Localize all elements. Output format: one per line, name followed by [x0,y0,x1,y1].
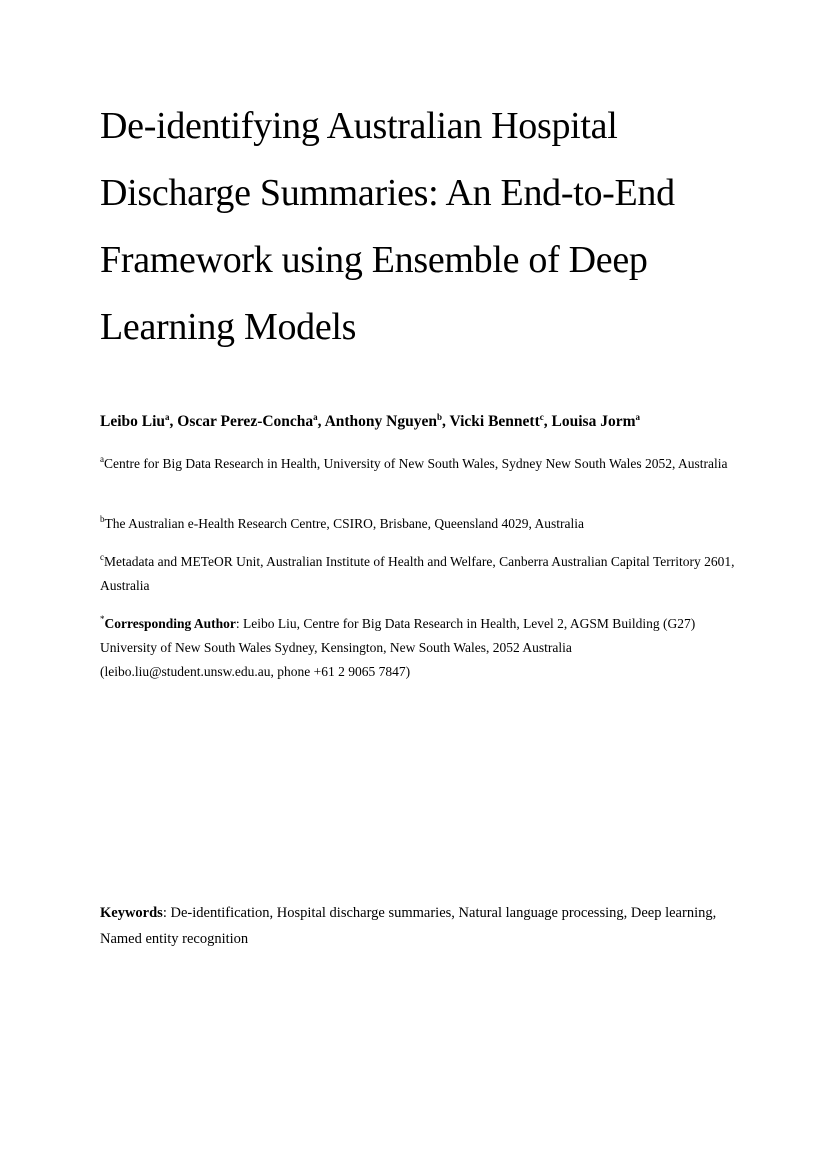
title-line: Discharge Summaries: An End-to-End [100,172,675,214]
affiliation-mark: c [100,552,104,562]
author-separator: , [442,413,450,430]
keywords [100,900,720,952]
affiliation-c [100,550,740,598]
author-name: Leibo Liu [100,413,166,430]
affiliation-b [100,512,740,536]
affiliation-text: The Australian e-Health Research Centre, CSIRO, Brisbane, Queensland 4029, Australia [104,516,585,531]
affiliation-mark: a [100,454,104,464]
author-name: Anthony Nguyen [324,413,437,430]
author-affiliation-mark: b [436,412,442,422]
keywords-label: Keywords [100,905,163,921]
keywords-text: : De-identification, Hospital discharge summaries, Natural language processing, Deep learning, Named entity recognition [100,905,717,947]
author-separator: , [317,413,325,430]
corresponding-label: Corresponding Author [104,616,236,631]
author-affiliation-mark: a [635,412,640,422]
author-separator: , [543,413,552,430]
affiliation-text: Metadata and METeOR Unit, Australian Institute of Health and Welfare, Canberra Australian Capital Territory 2601, Australia [100,554,735,593]
affiliation-a [100,452,740,476]
corresponding-mark: * [100,614,105,624]
author-name: Louisa Jorm [551,413,636,430]
title-line: Learning Models [100,306,357,348]
author-name: Oscar Perez-Concha [177,413,314,430]
affiliation-text: Centre for Big Data Research in Health, University of New South Wales, Sydney New South Wales 2052, Australia [104,456,728,471]
title-line: Framework using Ensemble of Deep [100,239,648,281]
author-affiliation-mark: a [313,412,318,422]
corresponding-text: : Leibo Liu, Centre for Big Data Research in Health, Level 2, AGSM Building (G27) University of New South Wales Sydney, Kensington, New South Wales, 2052 Australia (leibo.liu@student.unsw.edu.au, phone +61 2 9065 7847) [100,616,696,679]
author-list [100,410,790,434]
paper-title [100,93,780,361]
author-name: Vicki Bennett [449,413,540,430]
author-affiliation-mark: a [165,412,170,422]
title-line: De-identifying Australian Hospital [100,105,618,147]
author-separator: , [169,413,178,430]
corresponding-author [100,612,740,684]
author-affiliation-mark: c [539,412,544,422]
affiliation-mark: b [100,514,105,524]
